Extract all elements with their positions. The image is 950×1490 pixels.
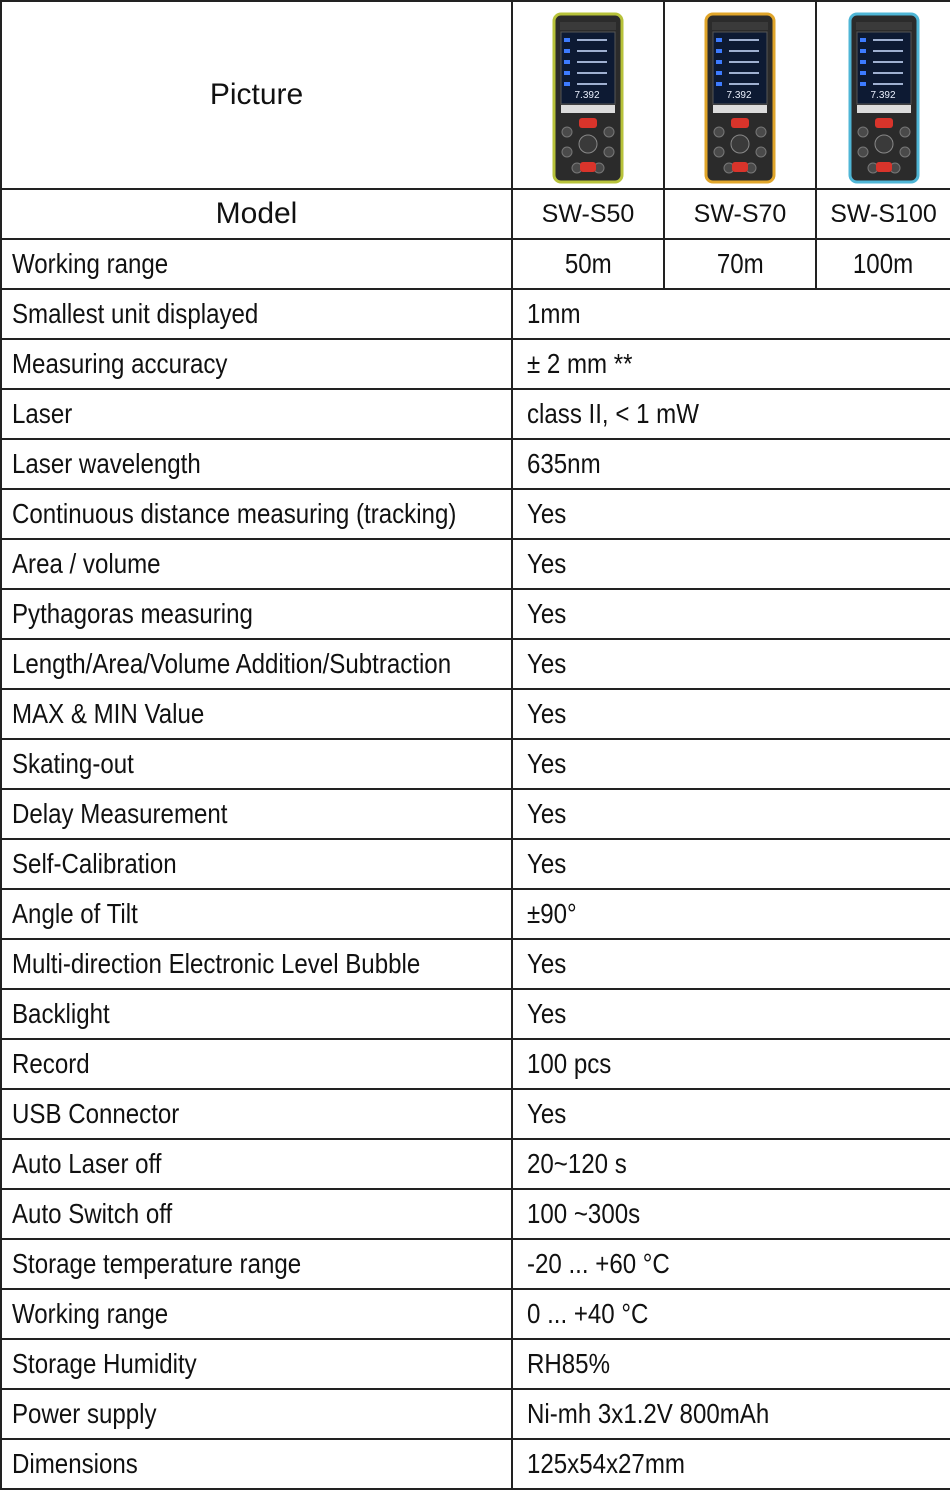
keypad-button xyxy=(858,127,868,137)
spec-row xyxy=(1,339,950,389)
rangefinder-device-icon xyxy=(551,12,625,184)
spec-row xyxy=(1,1289,950,1339)
nav-button xyxy=(731,135,749,153)
model-row xyxy=(1,189,950,239)
spec-row xyxy=(1,589,950,639)
screen-indicator xyxy=(716,49,722,53)
device-label-strip xyxy=(857,105,911,113)
spec-value: 100 pcs xyxy=(512,1039,950,1089)
spec-value: Yes xyxy=(512,639,950,689)
spec-row xyxy=(1,1389,950,1439)
device-label-strip xyxy=(713,105,767,113)
spec-value: ±90° xyxy=(512,889,950,939)
spec-row xyxy=(1,739,950,789)
spec-label: Power supply xyxy=(1,1389,512,1439)
range-value: 100m xyxy=(816,239,950,289)
spec-label: Delay Measurement xyxy=(1,789,512,839)
screen-indicator xyxy=(716,71,722,75)
spec-value: Yes xyxy=(512,989,950,1039)
picture-label: Picture xyxy=(1,1,512,189)
spec-value: RH85% xyxy=(512,1339,950,1389)
spec-row xyxy=(1,1089,950,1139)
screen-line xyxy=(729,50,759,52)
keypad-button xyxy=(604,127,614,137)
keypad-button xyxy=(756,147,766,157)
spec-label: Storage Humidity xyxy=(1,1339,512,1389)
spec-label: Record xyxy=(1,1039,512,1089)
spec-label: Pythagoras measuring xyxy=(1,589,512,639)
screen-indicator xyxy=(716,60,722,64)
screen-line xyxy=(577,72,607,74)
screen-indicator xyxy=(860,71,866,75)
measure-button xyxy=(731,118,749,128)
model-name: SW-S100 xyxy=(816,189,950,239)
keypad-button xyxy=(756,127,766,137)
spec-value: Yes xyxy=(512,689,950,739)
spec-value: 125x54x27mm xyxy=(512,1439,950,1489)
spec-value: 635nm xyxy=(512,439,950,489)
model-label: Model xyxy=(1,189,512,239)
screen-reading: 7.392 xyxy=(574,90,600,101)
spec-label: Working range xyxy=(1,1289,512,1339)
spec-label: USB Connector xyxy=(1,1089,512,1139)
screen-indicator xyxy=(716,38,722,42)
spec-row xyxy=(1,1339,950,1389)
screen-indicator xyxy=(860,60,866,64)
keypad-button xyxy=(900,127,910,137)
spec-row xyxy=(1,989,950,1039)
power-button xyxy=(876,162,892,172)
spec-row xyxy=(1,1439,950,1489)
screen-line xyxy=(873,39,903,41)
device-image-sw-s50 xyxy=(512,1,664,189)
screen-indicator xyxy=(564,82,570,86)
spec-row xyxy=(1,1139,950,1189)
spec-value: 0 ... +40 °C xyxy=(512,1289,950,1339)
spec-value: Yes xyxy=(512,589,950,639)
spec-value: Yes xyxy=(512,489,950,539)
spec-value: Yes xyxy=(512,789,950,839)
screen-line xyxy=(577,83,607,85)
screen-line xyxy=(729,83,759,85)
picture-row xyxy=(1,1,950,189)
working-range-row xyxy=(1,239,950,289)
screen-indicator xyxy=(564,71,570,75)
screen-reading: 7.392 xyxy=(869,90,896,101)
spec-label: MAX & MIN Value xyxy=(1,689,512,739)
spec-value: 1mm xyxy=(512,289,950,339)
spec-row xyxy=(1,1189,950,1239)
spec-row xyxy=(1,389,950,439)
power-button xyxy=(580,162,596,172)
spec-label: Laser wavelength xyxy=(1,439,512,489)
spec-label: Multi-direction Electronic Level Bubble xyxy=(1,939,512,989)
screen-line xyxy=(577,39,607,41)
spec-value: 100 ~300s xyxy=(512,1189,950,1239)
screen-indicator xyxy=(860,38,866,42)
rangefinder-device-icon xyxy=(703,12,777,184)
screen-indicator xyxy=(564,38,570,42)
spec-label: Dimensions xyxy=(1,1439,512,1489)
screen-line xyxy=(729,61,759,63)
spec-row xyxy=(1,639,950,689)
spec-row xyxy=(1,889,950,939)
spec-label: Working range xyxy=(1,239,512,289)
screen-line xyxy=(873,61,903,63)
spec-row xyxy=(1,789,950,839)
keypad-button xyxy=(714,147,724,157)
range-value: 70m xyxy=(664,239,816,289)
spec-row xyxy=(1,839,950,889)
spec-value: Yes xyxy=(512,939,950,989)
screen-line xyxy=(873,72,903,74)
spec-label: Measuring accuracy xyxy=(1,339,512,389)
spec-value: Ni-mh 3x1.2V 800mAh xyxy=(512,1389,950,1439)
spec-label: Auto Switch off xyxy=(1,1189,512,1239)
model-name: SW-S50 xyxy=(512,189,664,239)
measure-button xyxy=(875,118,893,128)
spec-value: Yes xyxy=(512,539,950,589)
keypad-button xyxy=(858,147,868,157)
spec-label: Backlight xyxy=(1,989,512,1039)
rangefinder-device-icon xyxy=(847,12,921,184)
spec-value: class II, < 1 mW xyxy=(512,389,950,439)
screen-indicator xyxy=(564,49,570,53)
screen-indicator xyxy=(564,60,570,64)
spec-label: Smallest unit displayed xyxy=(1,289,512,339)
spec-value: -20 ... +60 °C xyxy=(512,1239,950,1289)
spec-label: Continuous distance measuring (tracking) xyxy=(1,489,512,539)
spec-row xyxy=(1,939,950,989)
spec-value: Yes xyxy=(512,839,950,889)
screen-line xyxy=(873,83,903,85)
spec-row xyxy=(1,1039,950,1089)
spec-value: Yes xyxy=(512,1089,950,1139)
screen-indicator xyxy=(860,82,866,86)
keypad-button xyxy=(562,127,572,137)
spec-value: 20~120 s xyxy=(512,1139,950,1189)
screen-indicator xyxy=(860,49,866,53)
screen-line xyxy=(873,50,903,52)
spec-label: Angle of Tilt xyxy=(1,889,512,939)
screen-indicator xyxy=(716,82,722,86)
screen-reading: 7.392 xyxy=(726,90,752,101)
spec-label: Auto Laser off xyxy=(1,1139,512,1189)
measure-button xyxy=(579,118,597,128)
spec-value: Yes xyxy=(512,739,950,789)
range-value: 50m xyxy=(512,239,664,289)
device-image-sw-s70 xyxy=(664,1,816,189)
spec-row xyxy=(1,689,950,739)
spec-label: Length/Area/Volume Addition/Subtraction xyxy=(1,639,512,689)
keypad-button xyxy=(900,147,910,157)
device-top-bar xyxy=(560,22,616,30)
keypad-button xyxy=(562,147,572,157)
model-name: SW-S70 xyxy=(664,189,816,239)
screen-line xyxy=(577,61,607,63)
spec-row xyxy=(1,489,950,539)
nav-button xyxy=(875,135,893,153)
spec-row xyxy=(1,289,950,339)
spec-row xyxy=(1,539,950,589)
screen-line xyxy=(729,39,759,41)
spec-label: Laser xyxy=(1,389,512,439)
device-top-bar xyxy=(712,22,768,30)
keypad-button xyxy=(714,127,724,137)
screen-line xyxy=(577,50,607,52)
screen-line xyxy=(729,72,759,74)
spec-label: Area / volume xyxy=(1,539,512,589)
device-image-sw-s100 xyxy=(816,1,950,189)
spec-row xyxy=(1,1239,950,1289)
keypad-button xyxy=(604,147,614,157)
device-label-strip xyxy=(561,105,615,113)
spec-label: Self-Calibration xyxy=(1,839,512,889)
spec-value: ± 2 mm ** xyxy=(512,339,950,389)
nav-button xyxy=(579,135,597,153)
spec-row xyxy=(1,439,950,489)
spec-label: Skating-out xyxy=(1,739,512,789)
power-button xyxy=(732,162,748,172)
device-top-bar xyxy=(856,22,912,30)
spec-label: Storage temperature range xyxy=(1,1239,512,1289)
